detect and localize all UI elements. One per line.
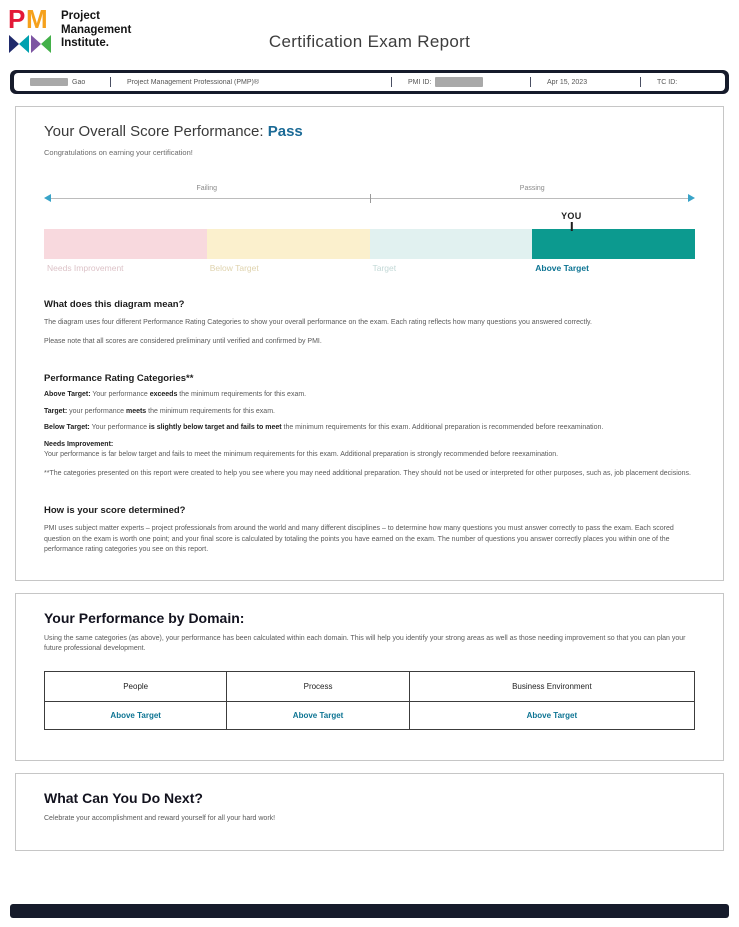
congratulations-text: Congratulations on earning your certification! [44, 148, 193, 157]
overall-score-section [15, 106, 724, 581]
left-arrow-icon [44, 194, 51, 202]
label-above-target: Above Target [535, 263, 589, 273]
pmi-id-redaction [435, 77, 483, 87]
rating-bar-labels [44, 263, 695, 273]
domain-rating-business-environment: Above Target [409, 701, 694, 729]
svg-text:M: M [26, 7, 48, 34]
credential-name: Project Management Professional (PMP)® [127, 78, 259, 86]
domain-header-business-environment: Business Environment [409, 671, 694, 701]
scale-top-labels [44, 185, 695, 192]
tc-id-label: TC ID: [657, 78, 678, 86]
footer-bar [10, 904, 729, 918]
rating-target: Target: your performance meets the minimum requirements for this exam. [44, 407, 275, 415]
rating-categories-heading: Performance Rating Categories** [44, 373, 194, 384]
next-steps-section [15, 773, 724, 852]
exam-date: Apr 15, 2023 [547, 78, 588, 86]
score-determined-heading: How is your score determined? [44, 505, 186, 516]
domain-intro-text: Using the same categories (as above), your performance has been calculated within each domain. This will help you identify your strong areas as well as those needing improvement so that you can plan your future professional development. [44, 634, 686, 652]
domain-heading: Your Performance by Domain: [44, 609, 245, 626]
pass-threshold-tick [370, 194, 371, 203]
next-steps-heading: What Can You Do Next? [44, 789, 203, 806]
rating-footnote: **The categories presented on this report were created to help you see where you may need additional preparation. They should not be used or interpreted for other purposes, such as, job placement decisions. [44, 469, 691, 477]
right-arrow-icon [688, 194, 695, 202]
score-determined-text: PMI uses subject matter experts – project professionals from around the world and many different disciplines – to determine how many questions you must answer correctly to pass the exam. Each scored question on the exam is worth one point; and your final score is calculated by totaling the points you have earned on the exam. The number of questions you answer correctly places you within one of the performance rating categories you see on this report. [44, 525, 674, 553]
diagram-meaning-heading: What does this diagram mean? [44, 299, 185, 310]
logo-org-line2: Management [61, 23, 132, 36]
rating-below-target: Below Target: Your performance is slightly below target and fails to meet the minimum requirements for this exam. Additional preparation is recommended before reexamination. [44, 424, 604, 431]
logo-org-line1: Project [61, 10, 100, 22]
domain-table-rating-row [45, 701, 695, 729]
domain-table [44, 671, 695, 730]
domain-rating-process: Above Target [227, 701, 409, 729]
pmi-id [392, 77, 530, 87]
passing-label: Passing [519, 185, 545, 192]
segment-below-target [207, 229, 370, 259]
svg-text:P: P [8, 7, 26, 34]
performance-scale [44, 185, 695, 273]
segment-needs-improvement [44, 229, 207, 259]
overall-score-heading [44, 123, 695, 140]
pass-result: Pass [267, 123, 303, 140]
domain-table-header-row [45, 671, 695, 701]
label-target: Target [372, 263, 397, 273]
failing-label: Failing [196, 185, 218, 192]
you-tick-icon [570, 222, 572, 231]
candidate-info-row [14, 73, 725, 91]
label-needs-improvement: Needs Improvement [47, 263, 124, 273]
rating-bars [44, 211, 695, 259]
domain-rating-people: Above Target [45, 701, 227, 729]
logo-org-line3: Institute. [61, 37, 109, 50]
scale-line [46, 198, 693, 199]
next-steps-text: Celebrate your accomplishment and reward yourself for all your hard work! [44, 814, 276, 822]
rating-needs-improvement: Needs Improvement: Your performance is far below target and fails to meet the minimum requirements for this exam. Additional preparation is strongly recommended before reexamination. [44, 440, 559, 458]
you-marker [561, 211, 581, 231]
diagram-meaning-p1: The diagram uses four different Performance Rating Categories to show your overall performance on the exam. Each rating reflects how many questions you answered correctly. [44, 319, 592, 326]
domain-header-process: Process [227, 671, 409, 701]
report-header [0, 0, 739, 64]
candidate-info-bar [10, 70, 729, 94]
diagram-meaning-p2: Please note that all scores are considered preliminary until verified and confirmed by PMI. [44, 337, 322, 345]
pmi-id-label: PMI ID: [408, 78, 432, 86]
overall-score-heading-text: Your Overall Score Performance: [44, 123, 264, 140]
segment-target [370, 229, 533, 259]
name-redaction [30, 78, 68, 86]
candidate-name [14, 78, 110, 86]
page-title: Certification Exam Report [268, 32, 471, 51]
rating-above-target: Above Target: Your performance exceeds the minimum requirements for this exam. [44, 391, 307, 398]
label-below-target: Below Target [209, 263, 259, 273]
domain-header-people: People [45, 671, 227, 701]
segment-above-target [532, 229, 695, 259]
domain-performance-section [15, 593, 724, 761]
you-label: YOU [561, 211, 582, 221]
candidate-name-text: Gao [72, 78, 86, 86]
